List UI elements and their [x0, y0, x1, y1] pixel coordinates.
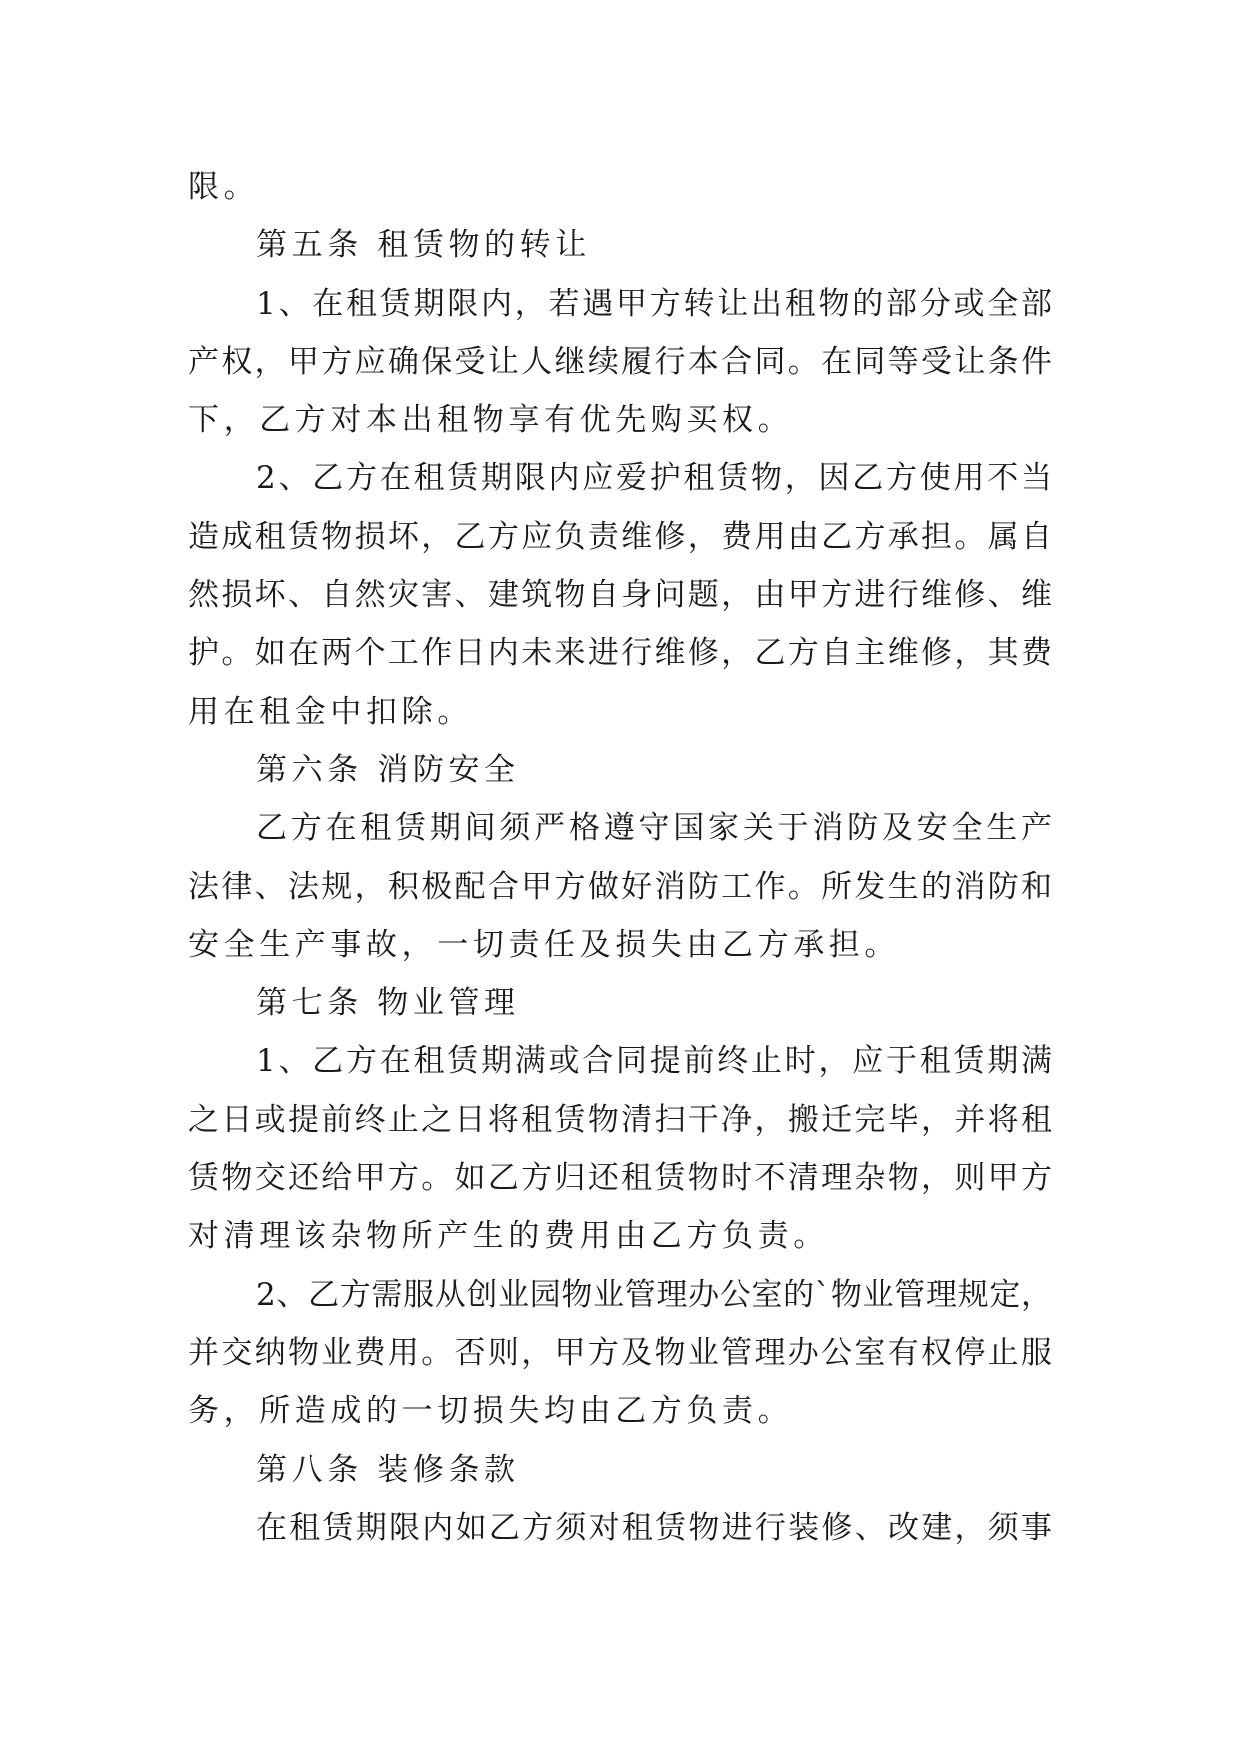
text-line: 下，乙方对本出租物享有优先购买权。 — [188, 402, 794, 439]
text-line: 产权，甲方应确保受让人继续履行本合同。在同等受让条件 — [188, 343, 1052, 380]
text-line: 然损坏、自然灾害、建筑物自身问题，由甲方进行维修、维 — [188, 577, 1052, 614]
text-line: 1、在租赁期限内，若遇甲方转让出租物的部分或全部 — [256, 285, 1052, 322]
section-heading-7: 第七条 物业管理 — [256, 985, 520, 1022]
text-line: 赁物交还给甲方。如乙方归还租赁物时不清理杂物，则甲方 — [188, 1160, 1052, 1197]
text-line: 在租赁期限内如乙方须对租赁物进行装修、改建，须事 — [256, 1509, 1052, 1546]
text-line: 护。如在两个工作日内未来进行维修，乙方自主维修，其费 — [188, 635, 1052, 672]
section-heading-5: 第五条 租赁物的转让 — [256, 227, 591, 264]
text-line: 并交纳物业费用。否则，甲方及物业管理办公室有权停止服 — [188, 1334, 1052, 1371]
text-line: 安全生产事故，一切责任及损失由乙方承担。 — [188, 926, 900, 963]
text-line: 2、乙方需服从创业园物业管理办公室的`物业管理规定， — [256, 1276, 1052, 1313]
section-heading-6: 第六条 消防安全 — [256, 751, 520, 788]
text-line: 限。 — [188, 169, 260, 205]
text-line: 造成租赁物损坏，乙方应负责维修，费用由乙方承担。属自 — [188, 518, 1052, 555]
text-line: 乙方在租赁期间须严格遵守国家关于消防及安全生产 — [256, 810, 1052, 847]
text-line: 对清理该杂物所产生的费用由乙方负责。 — [188, 1218, 829, 1255]
text-line: 务，所造成的一切损失均由乙方负责。 — [188, 1393, 794, 1430]
text-line: 2、乙方在租赁期限内应爱护租赁物，因乙方使用不当 — [256, 460, 1052, 497]
text-line: 法律、法规，积极配合甲方做好消防工作。所发生的消防和 — [188, 868, 1052, 905]
text-line: 用在租金中扣除。 — [188, 693, 473, 730]
text-line: 1、乙方在租赁期满或合同提前终止时，应于租赁期满 — [256, 1043, 1052, 1080]
section-heading-8: 第八条 装修条款 — [256, 1451, 520, 1488]
text-line: 之日或提前终止之日将租赁物清扫干净，搬迁完毕，并将租 — [188, 1101, 1052, 1138]
document-page — [188, 158, 1052, 1557]
